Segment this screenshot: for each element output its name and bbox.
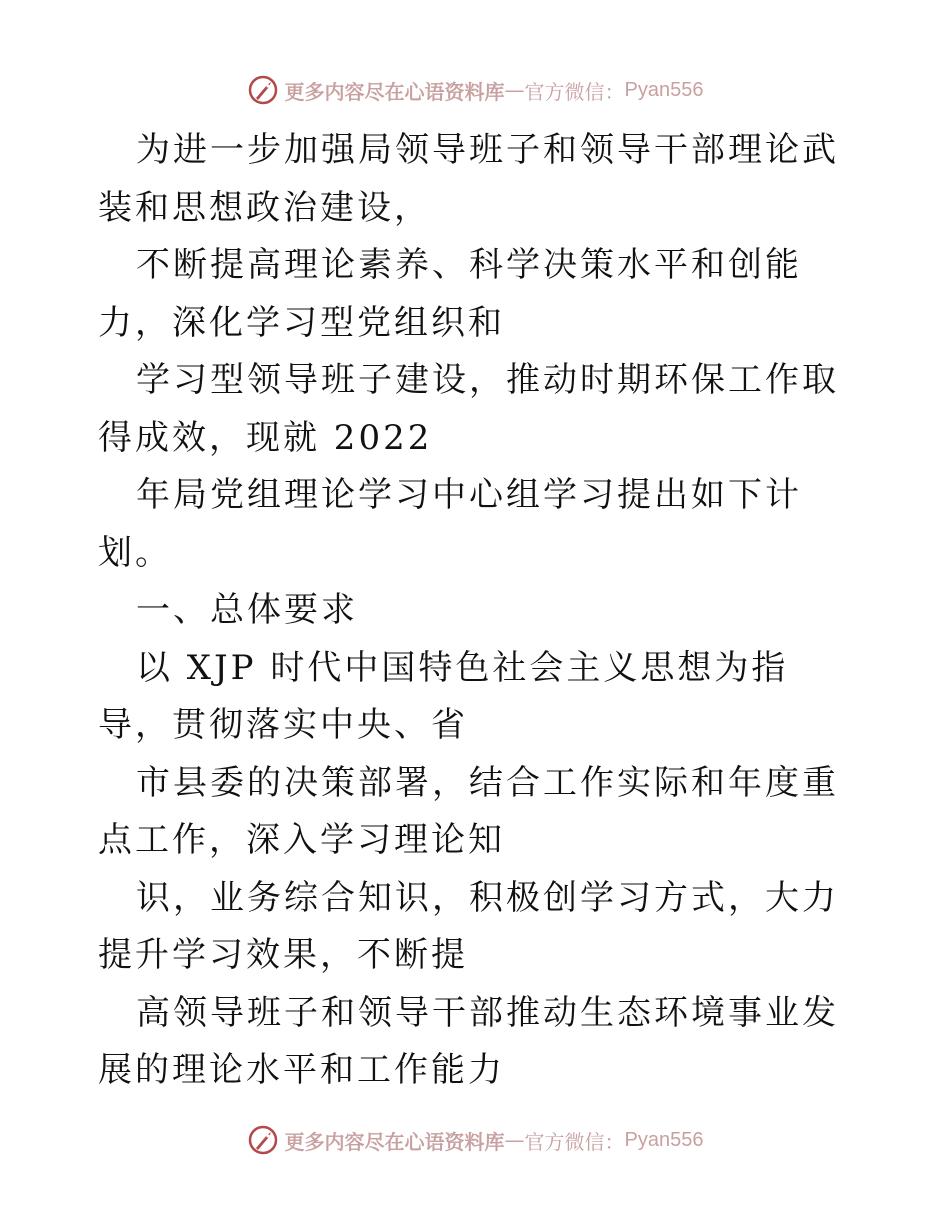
- banner-wechat-id: Pyan556: [624, 1128, 704, 1151]
- paragraph: 为进一步加强局领导班子和领导干部理论武装和思想政治建设，: [98, 130, 839, 228]
- banner-wechat-label: 官方微信：: [524, 1129, 625, 1154]
- paragraph: 以 XJP 时代中国特色社会主义思想为指导，贯彻落实中央、省: [98, 647, 789, 745]
- paragraph: 市县委的决策部署，结合工作实际和年度重点工作，深入学习理论知: [98, 762, 839, 860]
- pen-nib-circle-icon: [247, 74, 279, 106]
- banner-wechat-id: Pyan556: [624, 78, 704, 101]
- paragraph: 学习型领导班子建设，推动时期环保工作取得成效，现就 2022: [98, 360, 839, 458]
- banner-title: 更多内容尽在心语资料库: [284, 79, 505, 104]
- document-body: [98, 122, 858, 1100]
- banner-separator: —: [504, 78, 525, 102]
- header-banner: [0, 70, 950, 110]
- paragraph: 高领导班子和领导干部推动生态环境事业发展的理论水平和工作能力: [98, 992, 839, 1090]
- banner-title: 更多内容尽在心语资料库: [284, 1129, 505, 1154]
- banner-separator: —: [504, 1128, 525, 1152]
- section-heading: 一、总体要求: [136, 590, 358, 630]
- paragraph: 不断提高理论素养、科学决策水平和创能力，深化学习型党组织和: [98, 245, 802, 343]
- pen-nib-circle-icon: [247, 1124, 279, 1156]
- paragraph: 年局党组理论学习中心组学习提出如下计划。: [98, 475, 802, 573]
- footer-banner: [0, 1120, 950, 1160]
- paragraph: 识，业务综合知识，积极创学习方式，大力提升学习效果，不断提: [98, 877, 839, 975]
- banner-wechat-label: 官方微信：: [524, 79, 625, 104]
